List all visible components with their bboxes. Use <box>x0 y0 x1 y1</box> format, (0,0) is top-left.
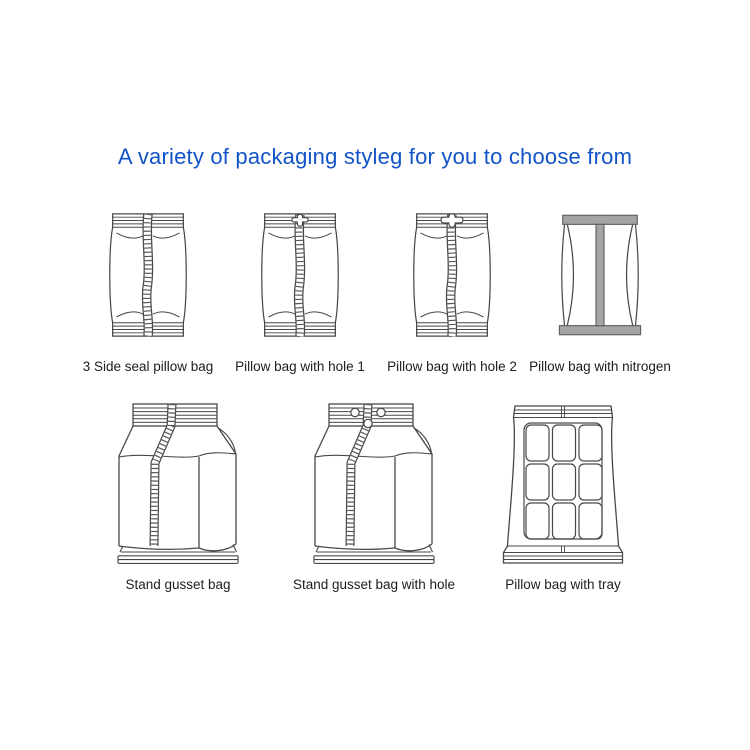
bag-illustration <box>268 398 480 568</box>
stand-gusset-bag-icon <box>115 400 241 568</box>
bag-illustration <box>63 205 233 342</box>
packaging-option-label: Stand gusset bag <box>125 577 231 592</box>
packaging-option-stand-gusset-bag-hole <box>268 398 480 593</box>
pillow-bag-hole-2-icon <box>409 208 495 342</box>
packaging-option-label: Pillow bag with tray <box>505 577 621 592</box>
pillow-bag-nitrogen-icon <box>557 208 643 342</box>
packaging-option-label: Pillow bag with hole 2 <box>387 359 517 374</box>
packaging-option-pillow-bag-tray <box>457 398 669 593</box>
bag-illustration <box>367 205 537 342</box>
packaging-option-pillow-bag-hole-2 <box>367 205 537 375</box>
pillow-bag-icon <box>105 208 191 342</box>
pillow-bag-tray-icon <box>502 400 624 568</box>
packaging-option-stand-gusset-bag <box>72 398 284 593</box>
center-seal-strip <box>147 214 149 336</box>
bag-illustration <box>215 205 385 342</box>
packaging-option-label: 3 Side seal pillow bag <box>82 359 214 374</box>
stand-gusset-bag-hole-icon <box>311 400 437 568</box>
packaging-option-pillow-bag-nitrogen <box>515 205 685 375</box>
center-seal-strip <box>299 215 301 336</box>
packaging-option-label: Stand gusset bag with hole <box>292 577 456 592</box>
packaging-option-pillow-bag-hole-1 <box>215 205 385 375</box>
bag-illustration <box>72 398 284 568</box>
pillow-bag-hole-1-icon <box>257 208 343 342</box>
page-title: A variety of packaging styleg for you to choose from <box>117 144 633 169</box>
packaging-option-3-side-seal-pillow-bag <box>63 205 233 375</box>
packaging-option-label: Pillow bag with nitrogen <box>529 359 671 374</box>
packaging-option-label: Pillow bag with hole 1 <box>235 359 365 374</box>
bag-illustration <box>457 398 669 568</box>
bag-illustration <box>515 205 685 342</box>
center-seal-strip <box>451 215 453 336</box>
nitrogen-seal-bars <box>559 215 640 334</box>
